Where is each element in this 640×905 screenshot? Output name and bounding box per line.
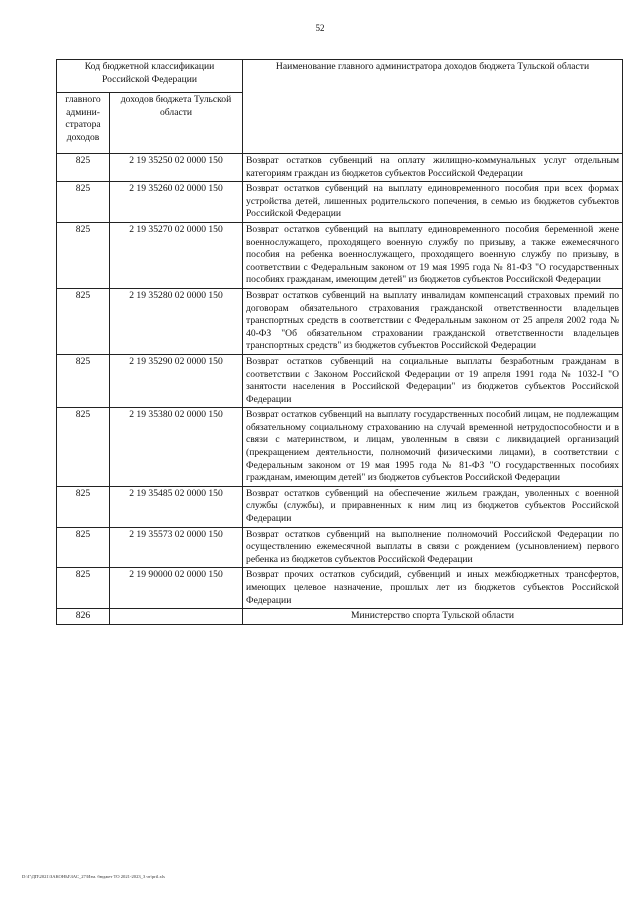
income-code-cell: 2 19 35573 02 0000 150 — [110, 527, 243, 568]
table-row — [57, 486, 623, 527]
header-administrator-name: Наименование главного администратора доходов бюджета Тульской области — [243, 60, 623, 154]
income-name-cell: Возврат остатков субвенций на выплату единовременного пособия при всех формах устройства детей, лишенных родительского попечения, в семью из бюджетов субъектов Российской Федерации — [243, 182, 623, 223]
admin-code-cell: 825 — [57, 527, 110, 568]
admin-code-cell: 825 — [57, 486, 110, 527]
income-code-cell: 2 19 35280 02 0000 150 — [110, 288, 243, 354]
header-main-administrator: главного админи-стратора доходов — [57, 93, 110, 154]
header-budget-income: доходов бюджета Тульской области — [110, 93, 243, 154]
income-code-cell: 2 19 35250 02 0000 150 — [110, 154, 243, 182]
admin-code-cell: 825 — [57, 222, 110, 288]
header-budget-classification-code: Код бюджетной классификации Российской Федерации — [57, 60, 243, 93]
income-name-cell: Возврат остатков субвенций на выплату единовременного пособия беременной жене военнослужащего, проходящего военную службу по призыву, а также ежемесячного пособия на ребенка военнослужащего, проходящего военную службу по призыву, в соответствии с Федеральным законом от 19 мая 1995 года № 81-ФЗ "О государственных пособиях гражданам, имеющим детей" из бюджетов субъектов Российской Федерации — [243, 222, 623, 288]
table-row — [57, 609, 623, 625]
admin-code-cell: 825 — [57, 154, 110, 182]
table-row — [57, 354, 623, 407]
income-code-cell: 2 19 35485 02 0000 150 — [110, 486, 243, 527]
table-row — [57, 288, 623, 354]
income-code-cell: 2 19 90000 02 0000 150 — [110, 568, 243, 609]
page-number: 52 — [315, 23, 325, 33]
income-name-cell: Возврат прочих остатков субсидий, субвенций и иных межбюджетных трансфертов, имеющих целевое назначение, прошлых лет из бюджетов субъектов Российской Федерации — [243, 568, 623, 609]
table-row — [57, 568, 623, 609]
income-name-cell: Возврат остатков субвенций на выплату государственных пособий лицам, не подлежащим обязательному социальному страхованию на случай временной нетрудоспособности и в связи с материнством, и лицам, уволенным в связи с ликвидацией организаций (прекращением деятельности, полномочий физическими лицами), в соответствии с Федеральным законом от 19 мая 1995 года № 81-ФЗ "О государственных пособиях гражданам, имеющим детей" из бюджетов субъектов Российской Федерации — [243, 408, 623, 487]
income-code-cell: 2 19 35290 02 0000 150 — [110, 354, 243, 407]
table-row — [57, 182, 623, 223]
income-name-cell: Возврат остатков субвенций на социальные выплаты безработным гражданам в соответствии с Законом Российской Федерации от 19 апреля 1991 года № 1032-I "О занятости населения в Российской Федерации" из бюджетов субъектов Российской Федерации — [243, 354, 623, 407]
income-code-cell: 2 19 35260 02 0000 150 — [110, 182, 243, 223]
admin-code-cell: 825 — [57, 408, 110, 487]
income-name-cell: Возврат остатков субвенций на обеспечение жильем граждан, уволенных с военной службы (службы), и приравненных к ним лиц из бюджетов субъектов Российской Федерации — [243, 486, 623, 527]
table-row — [57, 527, 623, 568]
table-row — [57, 154, 623, 182]
admin-code-cell: 825 — [57, 568, 110, 609]
budget-classification-table — [56, 59, 623, 625]
income-name-cell: Возврат остатков субвенций на выполнение полномочий Российской Федерации по осуществлению ежемесячной выплаты в связи с рождением (усыновлением) первого ребенка из бюджетов субъектов Российской Федерации — [243, 527, 623, 568]
table-row — [57, 408, 623, 487]
income-code-cell: 2 19 35270 02 0000 150 — [110, 222, 243, 288]
admin-code-cell: 825 — [57, 288, 110, 354]
income-name-cell: Возврат остатков субвенций на выплату инвалидам компенсаций страховых премий по договорам обязательного страхования гражданской ответственности владельцев транспортных средств в соответствии с Федеральным законом от 25 апреля 2002 года № 40-ФЗ "Об обязательном страховании гражданской ответственности владельцев транспортных средств" из бюджетов субъектов Российской Федерации — [243, 288, 623, 354]
admin-code-cell: 826 — [57, 609, 110, 625]
income-code-cell: 2 19 35380 02 0000 150 — [110, 408, 243, 487]
admin-code-cell: 825 — [57, 354, 110, 407]
income-code-cell — [110, 609, 243, 625]
income-name-cell: Возврат остатков субвенций на оплату жилищно-коммунальных услуг отдельным категориям граждан из бюджетов субъектов Российской Федерации — [243, 154, 623, 182]
table-row — [57, 222, 623, 288]
admin-code-cell: 825 — [57, 182, 110, 223]
footer-file-path: D:\Г\ДП\2021\ЗАКОНЫ\ЗАС_27\Изм. бюджет ТО 2021-2023_3 чт\pril.xls — [22, 874, 165, 879]
income-name-cell: Министерство спорта Тульской области — [243, 609, 623, 625]
